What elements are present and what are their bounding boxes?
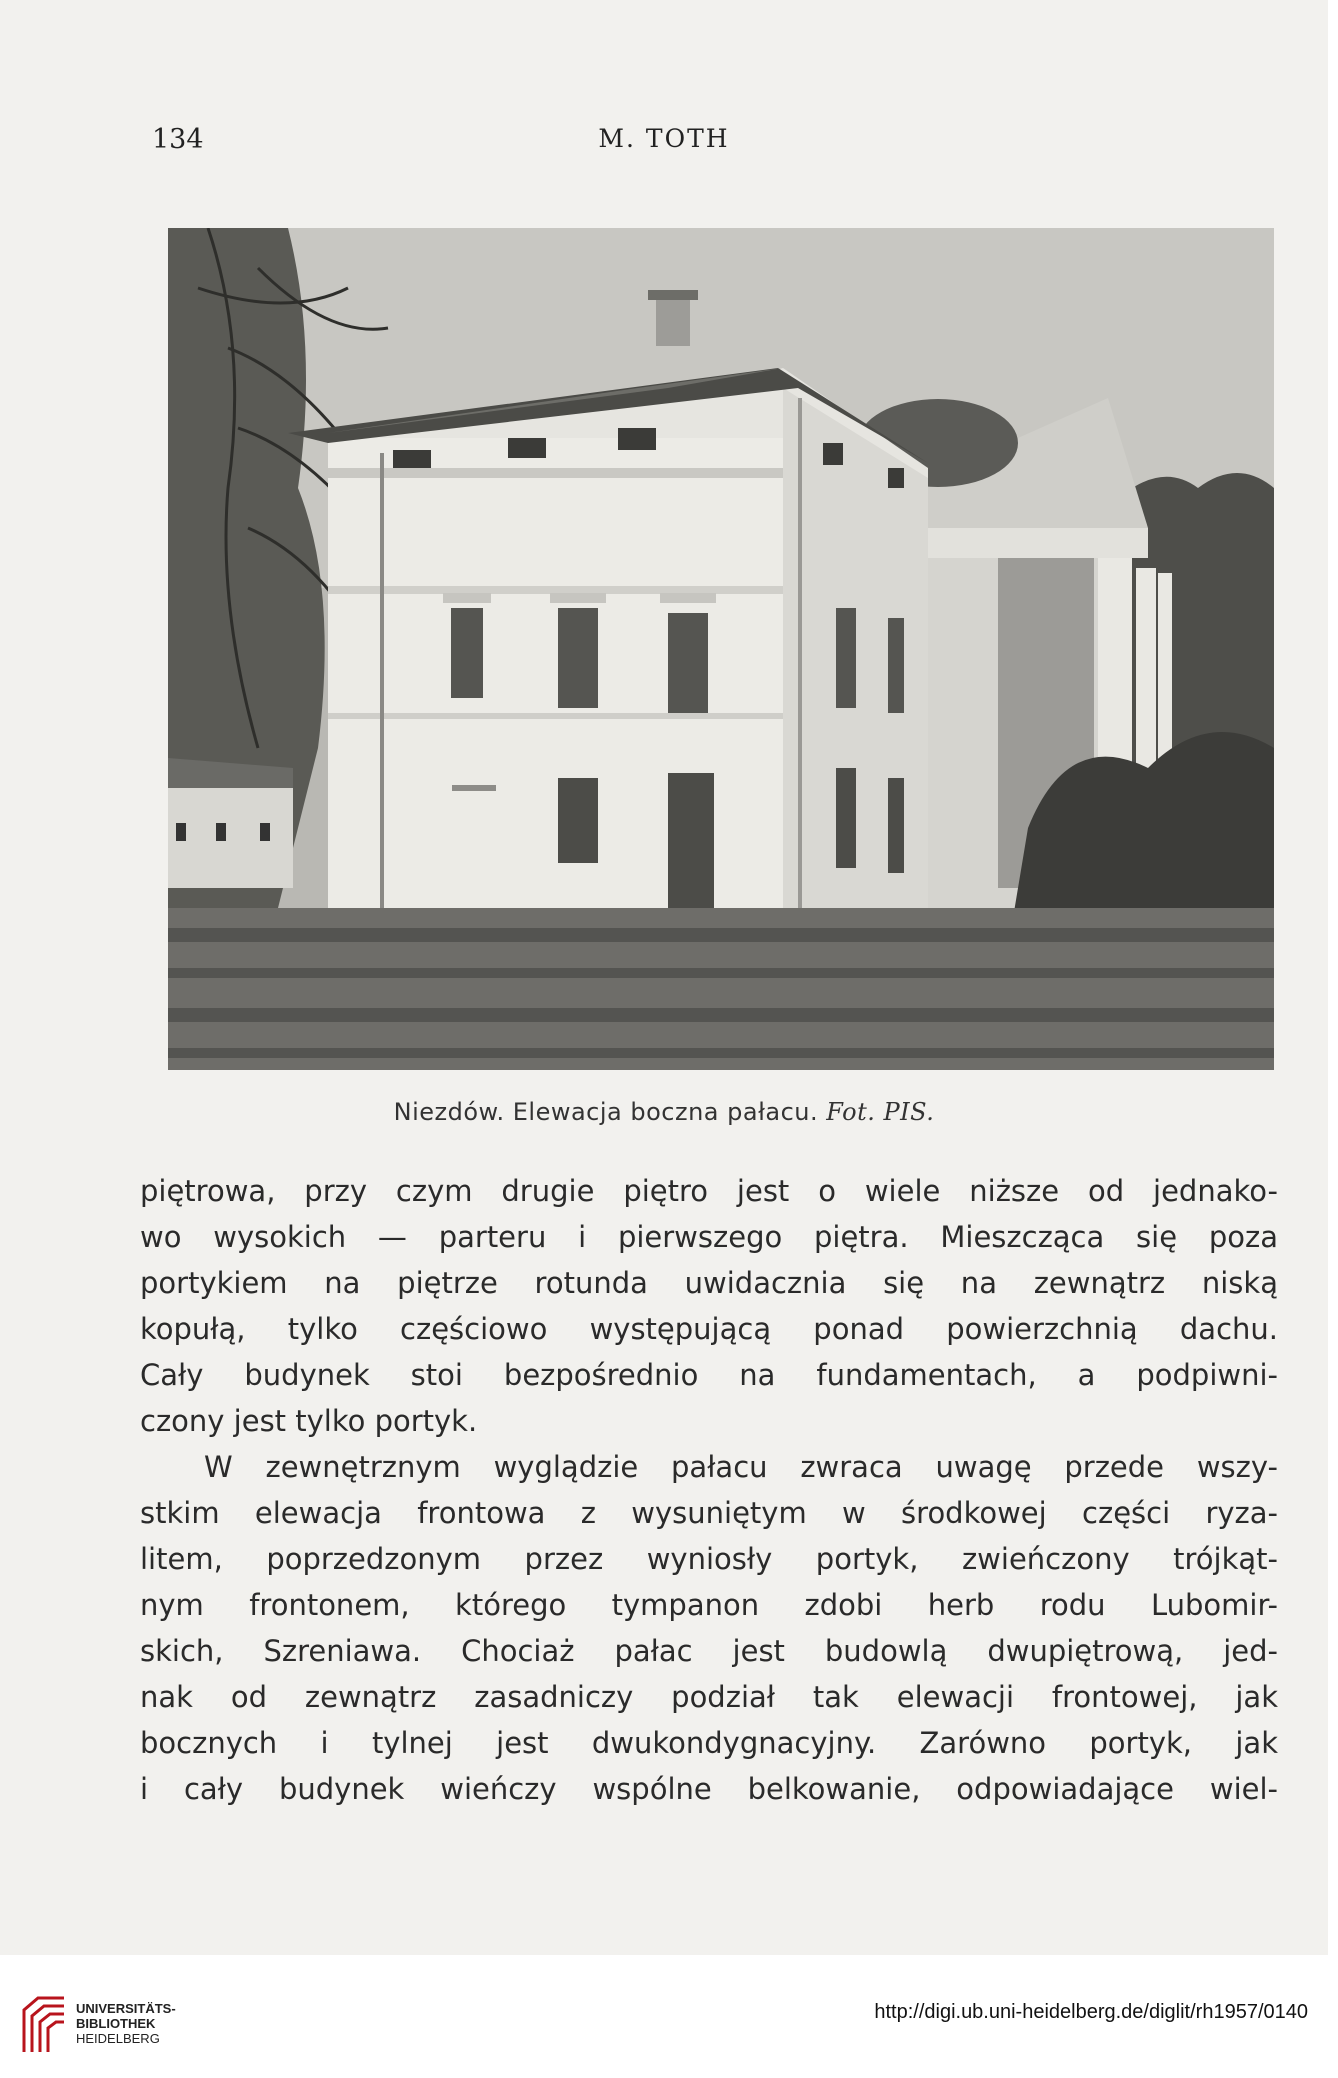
library-name-line: BIBLIOTHEK: [76, 2016, 156, 2031]
text-line: wo wysokich — parteru i pierwszego piętra. Mieszcząca się poza: [140, 1220, 1278, 1254]
text-line: W zewnętrznym wyglądzie pałacu zwraca uwagę przede wszy-: [204, 1450, 1278, 1484]
text-line: stkim elewacja frontowa z wysuniętym w środkowej części ryza-: [140, 1496, 1278, 1530]
text-line: piętrowa, przy czym drugie piętro jest o wiele niższe od jednako-: [140, 1174, 1278, 1208]
text-line: kopułą, tylko częściowo występującą ponad powierzchnią dachu.: [140, 1312, 1278, 1346]
text-line: i cały budynek wieńczy wspólne belkowanie, odpowiadające wiel-: [140, 1772, 1278, 1806]
text-line: czony jest tylko portyk.: [140, 1404, 478, 1438]
caption-credit: Fot. PIS.: [826, 1098, 935, 1126]
library-name-line: HEIDELBERG: [76, 2031, 160, 2046]
text-line: portykiem na piętrze rotunda uwidacznia się na zewnątrz niską: [140, 1266, 1278, 1300]
palace-photo-illustration: [168, 228, 1274, 1070]
palace-photograph: [168, 228, 1274, 1070]
text-line: skich, Szreniawa. Chociaż pałac jest budowlą dwupiętrową, jed-: [140, 1634, 1278, 1668]
library-name: [76, 2001, 176, 2046]
figure-caption: [0, 1098, 1328, 1126]
running-head: M. TOTH: [598, 124, 730, 153]
text-line: Cały budynek stoi bezpośrednio na fundamentach, a podpiwni-: [140, 1358, 1278, 1392]
text-line: bocznych i tylnej jest dwukondygnacyjny. Zarówno portyk, jak: [140, 1726, 1278, 1760]
library-logo-icon: [18, 1996, 70, 2054]
text-line: litem, poprzedzonym przez wyniosły portyk, zwieńczony trójkąt-: [140, 1542, 1278, 1576]
library-name-line: UNIVERSITÄTS-: [76, 2001, 176, 2016]
page-number: 134: [152, 124, 204, 155]
body-text: [140, 1168, 1278, 1812]
caption-main: Niezdów. Elewacja boczna pałacu.: [393, 1098, 819, 1126]
source-url-link[interactable]: http://digi.ub.uni-heidelberg.de/diglit/rh1957/0140: [874, 2001, 1308, 2023]
text-line: nym frontonem, którego tympanon zdobi herb rodu Lubomir-: [140, 1588, 1278, 1622]
text-line: nak od zewnątrz zasadniczy podział tak elewacji frontowej, jak: [140, 1680, 1278, 1714]
